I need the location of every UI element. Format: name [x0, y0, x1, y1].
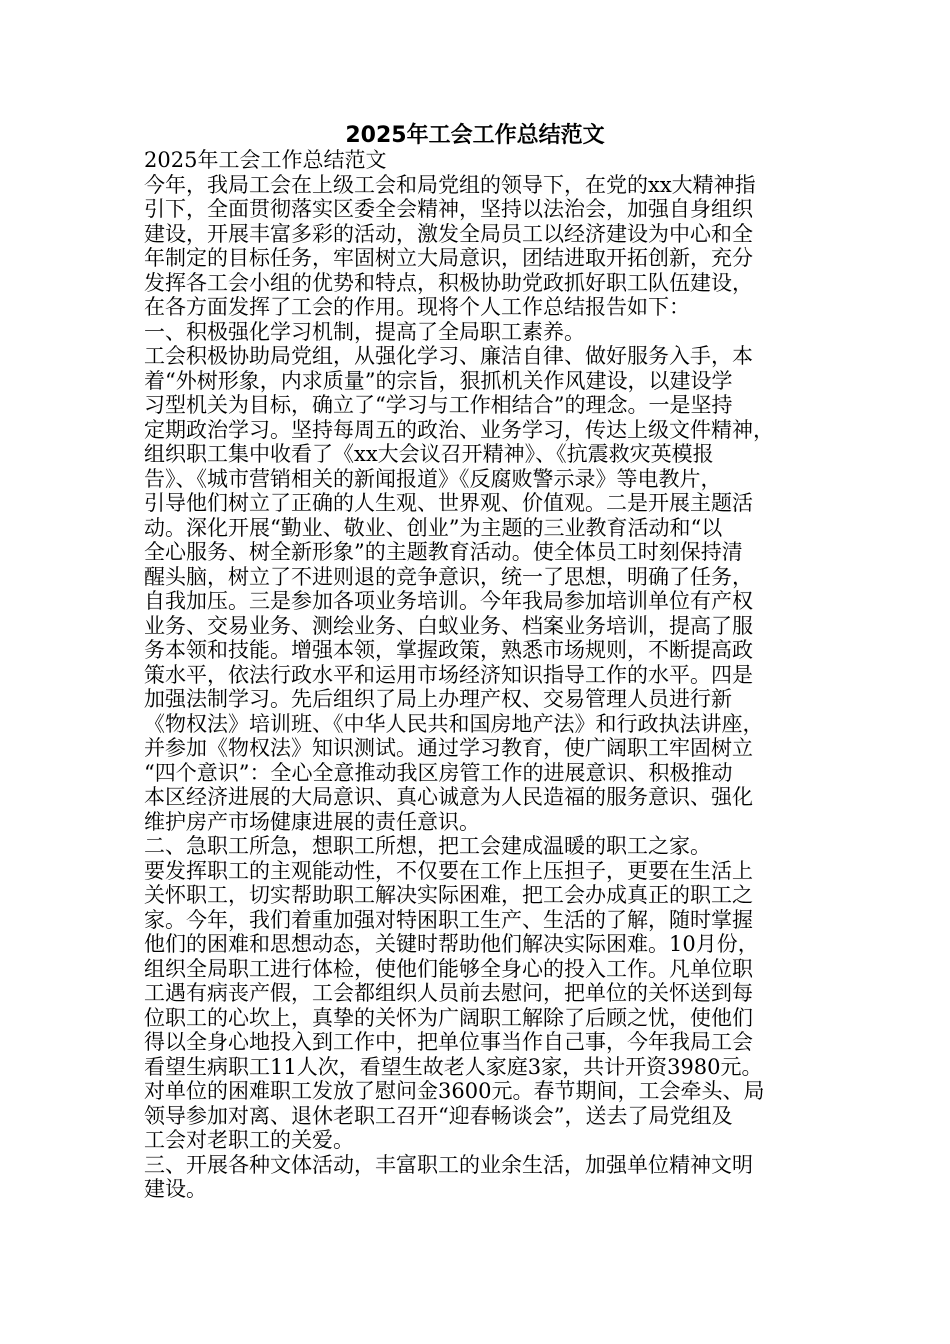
text-line: 一、积极强化学习机制，提高了全局职工素养。	[144, 319, 585, 344]
text-line: 加强法制学习。先后组织了局上办理产权、交易管理人员进行新	[144, 687, 732, 711]
text-line: 他们的困难和思想动态，关键时帮助他们解决实际困难。10月份，	[144, 932, 759, 956]
text-line: 工会对老职工的关爱。	[144, 1128, 354, 1152]
text-line: 全心服务、树全新形象”的主题教育活动。使全体员工时刻保持清	[144, 540, 743, 564]
text-line: 动。深化开展“勤业、敬业、创业”为主题的三业教育活动和“以	[144, 515, 723, 540]
text-line: 引导他们树立了正确的人生观、世界观、价值观。二是开展主题活	[144, 491, 753, 515]
text-line: 要发挥职工的主观能动性，不仅要在工作上压担子，更要在生活上	[144, 858, 753, 883]
text-line: 二、急职工所急，想职工所想，把工会建成温暖的职工之家。	[144, 834, 711, 858]
text-line: 得以全身心地投入到工作中，把单位事当作自己事，今年我局工会	[144, 1030, 753, 1054]
text-line: 引下，全面贯彻落实区委全会精神，坚持以法治会，加强自身组织	[144, 197, 753, 221]
text-line: 组织职工集中收看了《xx大会议召开精神》、《抗震救灾英模报	[144, 442, 714, 466]
text-line: 并参加《物权法》知识测试。通过学习教育，使广阔职工牢固树立	[144, 736, 753, 760]
text-line: 组织全局职工进行体检，使他们能够全身心的投入工作。凡单位职	[144, 956, 753, 981]
text-line: 对单位的困难职工发放了慰问金3600元。春节期间，工会牵头、局	[144, 1079, 765, 1103]
text-line: “四个意识”：全心全意推动我区房管工作的进展意识、积极推动	[144, 760, 733, 785]
document-subtitle: 2025年工会工作总结范文	[144, 148, 387, 172]
text-line: 在各方面发挥了工会的作用。现将个人工作总结报告如下：	[144, 295, 690, 319]
text-line: 醒头脑，树立了不进则退的竞争意识，统一了思想，明确了任务，	[144, 564, 753, 589]
text-line: 家。今年，我们着重加强对特困职工生产、生活的了解，随时掌握	[144, 907, 753, 932]
text-line: 维护房产市场健康进展的责任意识。	[144, 809, 480, 834]
text-line: 策水平，依法行政水平和运用市场经济知识指导工作的水平。四是	[144, 662, 753, 687]
text-line: 建设。	[144, 1177, 207, 1201]
text-line: 业务、交易业务、测绘业务、白蚁业务、档案业务培训，提高了服	[144, 613, 753, 638]
text-line: 务本领和技能。增强本领，掌握政策，熟悉市场规则，不断提高政	[144, 638, 753, 662]
text-line: 定期政治学习。坚持每周五的政治、业务学习，传达上级文件精神，	[144, 417, 774, 442]
text-line: 今年，我局工会在上级工会和局党组的领导下，在党的xx大精神指	[144, 172, 756, 197]
text-line: 年制定的目标任务，牢固树立大局意识，团结进取开拓创新，充分	[144, 246, 753, 270]
document-title: 2025年工会工作总结范文	[345, 123, 605, 148]
text-line: 看望生病职工11人次，看望生故老人家庭3家，共计开资3980元。	[144, 1054, 763, 1079]
text-line: 发挥各工会小组的优势和特点，积极协助党政抓好职工队伍建设，	[144, 270, 753, 295]
text-line: 三、开展各种文体活动，丰富职工的业余生活，加强单位精神文明	[144, 1152, 753, 1177]
text-line: 习型机关为目标，确立了“学习与工作相结合”的理念。一是坚持	[144, 393, 733, 417]
text-line: 建设，开展丰富多彩的活动，激发全局员工以经济建设为中心和全	[144, 221, 753, 246]
text-line: 本区经济进展的大局意识、真心诚意为人民造福的服务意识、强化	[144, 785, 753, 809]
text-line: 自我加压。三是参加各项业务培训。今年我局参加培训单位有产权	[144, 589, 753, 613]
text-line: 告》、《城市营销相关的新闻报道》《反腐败警示录》等电教片，	[144, 466, 722, 491]
text-line: 工会积极协助局党组，从强化学习、廉洁自律、做好服务入手，本	[144, 344, 753, 368]
document-body	[144, 148, 804, 1202]
text-line: 着“外树形象，内求质量”的宗旨，狠抓机关作风建设，以建设学	[144, 368, 733, 393]
text-line: 位职工的心坎上，真挚的关怀为广阔职工解除了后顾之忧，使他们	[144, 1005, 753, 1030]
text-line: 关怀职工，切实帮助职工解决实际困难，把工会办成真正的职工之	[144, 883, 753, 907]
text-line: 《物权法》培训班、《中华人民共和国房地产法》和行政执法讲座，	[144, 711, 764, 736]
text-line: 领导参加对离、退休老职工召开“迎春畅谈会”，送去了局党组及	[144, 1103, 733, 1128]
text-line: 工遇有病丧产假，工会都组织人员前去慰问，把单位的关怀送到每	[144, 981, 753, 1005]
